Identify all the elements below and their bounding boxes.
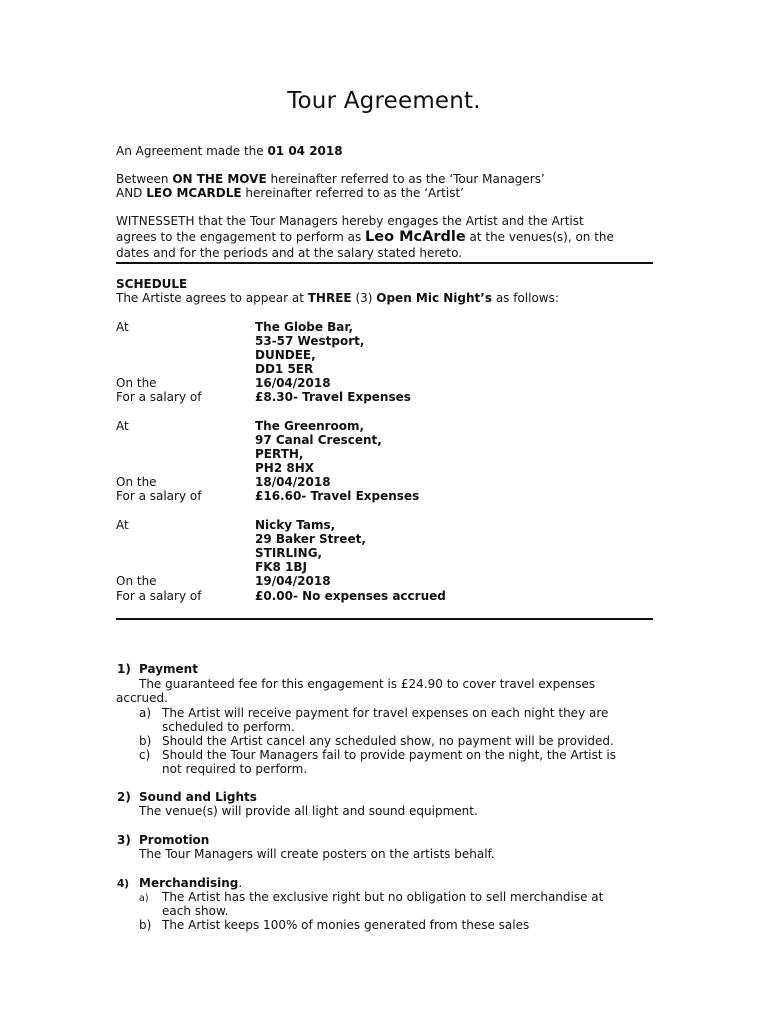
payment-text-line-1: The guaranteed fee for this engagement is £24.90 to cover travel expenses [139,677,596,691]
schedule-intro-suffix: as follows: [492,291,559,305]
section-number: 4) [117,878,130,890]
salary-label: For a salary of [116,589,202,603]
venue-address-line: PH2 8HX [255,461,315,475]
venue-1-at-row [116,320,656,334]
on-the-label: On the [116,376,157,390]
agreement-date: 01 04 2018 [267,144,343,158]
artist-suffix: hereinafter referred to as the ‘Artist’ [241,186,464,200]
venue-salary: £8.30- Travel Expenses [255,390,411,404]
venue-1-address-row [116,348,656,362]
venue-1-address-row [116,334,656,348]
section-heading-payment: Payment [139,662,198,676]
on-the-label: On the [116,574,157,588]
promotion-text: The Tour Managers will create posters on the artists behalf. [139,847,495,861]
venue-3-address-row [116,546,656,560]
venue-address-line: 53-57 Westport, [255,334,365,348]
venue-3-at-row [116,518,656,532]
divider-bottom [116,618,653,620]
parties-line-2 [116,186,464,200]
venue-date: 16/04/2018 [255,376,331,390]
venue-3-address-row [116,532,656,546]
venue-salary: £0.00- No expenses accrued [255,589,446,603]
at-label: At [116,419,129,433]
tour-managers-name: ON THE MOVE [172,172,267,186]
list-marker: a) [139,893,149,904]
list-marker: c) [139,748,151,762]
at-label: At [116,320,129,334]
venue-2-address-row [116,433,656,447]
venue-2-address-row [116,447,656,461]
at-label: At [116,518,129,532]
witnesseth-line-3: dates and for the periods and at the salary stated hereto. [116,246,463,260]
section-heading-merchandising [139,876,242,890]
payment-item-c-line-1: Should the Tour Managers fail to provide payment on the night, the Artist is [162,748,616,762]
document-title: Tour Agreement. [287,88,481,114]
list-marker: a) [139,706,152,720]
venue-3-salary-row [116,589,656,603]
salary-label: For a salary of [116,390,202,404]
salary-label: For a salary of [116,489,202,503]
venue-2-salary-row [116,489,656,503]
merch-item-a-line-2: each show. [162,904,229,918]
venue-address-line: 29 Baker Street, [255,532,366,546]
witnesseth-line-1: WITNESSETH that the Tour Managers hereby engages the Artist and the Artist [116,214,584,228]
list-marker: b) [139,918,152,932]
schedule-count: THREE [307,291,352,305]
payment-text-line-2: accrued. [116,691,168,705]
merch-item-b-line-1: The Artist keeps 100% of monies generated from these sales [162,918,530,932]
venue-address-line: DD1 5ER [255,362,314,376]
venue-date: 18/04/2018 [255,475,331,489]
section-number: 1) [117,662,131,676]
agreement-date-line [116,144,343,158]
artist-name: LEO MCARDLE [146,186,242,200]
venue-address-line: DUNDEE, [255,348,316,362]
parties-line-1 [116,172,545,186]
venue-salary: £16.60- Travel Expenses [255,489,420,503]
list-marker: b) [139,734,152,748]
venue-name: The Globe Bar, [255,320,354,334]
agreement-date-label: An Agreement made the [116,144,268,158]
merchandising-heading-text: Merchandising [139,876,239,890]
schedule-count-number: (3) [351,291,377,305]
witnesseth-line2-prefix: agrees to the engagement to perform as [116,230,366,244]
section-heading-promotion: Promotion [139,833,210,847]
schedule-event-name: Open Mic Night’s [376,291,492,305]
venue-name: The Greenroom, [255,419,365,433]
venue-date: 19/04/2018 [255,574,331,588]
venue-address-line: STIRLING, [255,546,323,560]
venue-2-address-row [116,461,656,475]
schedule-intro [116,291,559,305]
and-prefix: AND [116,186,147,200]
venue-1-address-row [116,362,656,376]
merchandising-heading-period: . [238,876,243,890]
schedule-intro-prefix: The Artiste agrees to appear at [116,291,308,305]
venue-2-date-row [116,475,656,489]
venue-2-at-row [116,419,656,433]
witnesseth-line2-suffix: at the venues(s), on the [465,230,614,244]
venue-address-line: FK8 1BJ [255,560,307,574]
divider-top [116,262,653,264]
sound-text: The venue(s) will provide all light and sound equipment. [139,804,478,818]
venue-3-date-row [116,574,656,588]
on-the-label: On the [116,475,157,489]
between-prefix: Between [116,172,173,186]
section-heading-sound: Sound and Lights [139,790,257,804]
merch-item-a-line-1: The Artist has the exclusive right but no obligation to sell merchandise at [162,890,604,904]
venue-name: Nicky Tams, [255,518,336,532]
witnesseth-line-2 [116,230,614,244]
venue-address-line: PERTH, [255,447,304,461]
tour-managers-suffix: hereinafter referred to as the ‘Tour Managers’ [266,172,545,186]
section-number: 2) [117,790,131,804]
payment-item-a-line-1: The Artist will receive payment for travel expenses on each night they are [162,706,609,720]
schedule-heading: SCHEDULE [116,277,188,291]
payment-item-c-line-2: not required to perform. [162,762,308,776]
venue-address-line: 97 Canal Crescent, [255,433,382,447]
performer-name: Leo McArdle [365,229,466,245]
venue-3-address-row [116,560,656,574]
section-number: 3) [117,833,131,847]
payment-item-a-line-2: scheduled to perform. [162,720,295,734]
payment-item-b-line-1: Should the Artist cancel any scheduled show, no payment will be provided. [162,734,614,748]
venue-1-salary-row [116,390,656,404]
venue-1-date-row [116,376,656,390]
